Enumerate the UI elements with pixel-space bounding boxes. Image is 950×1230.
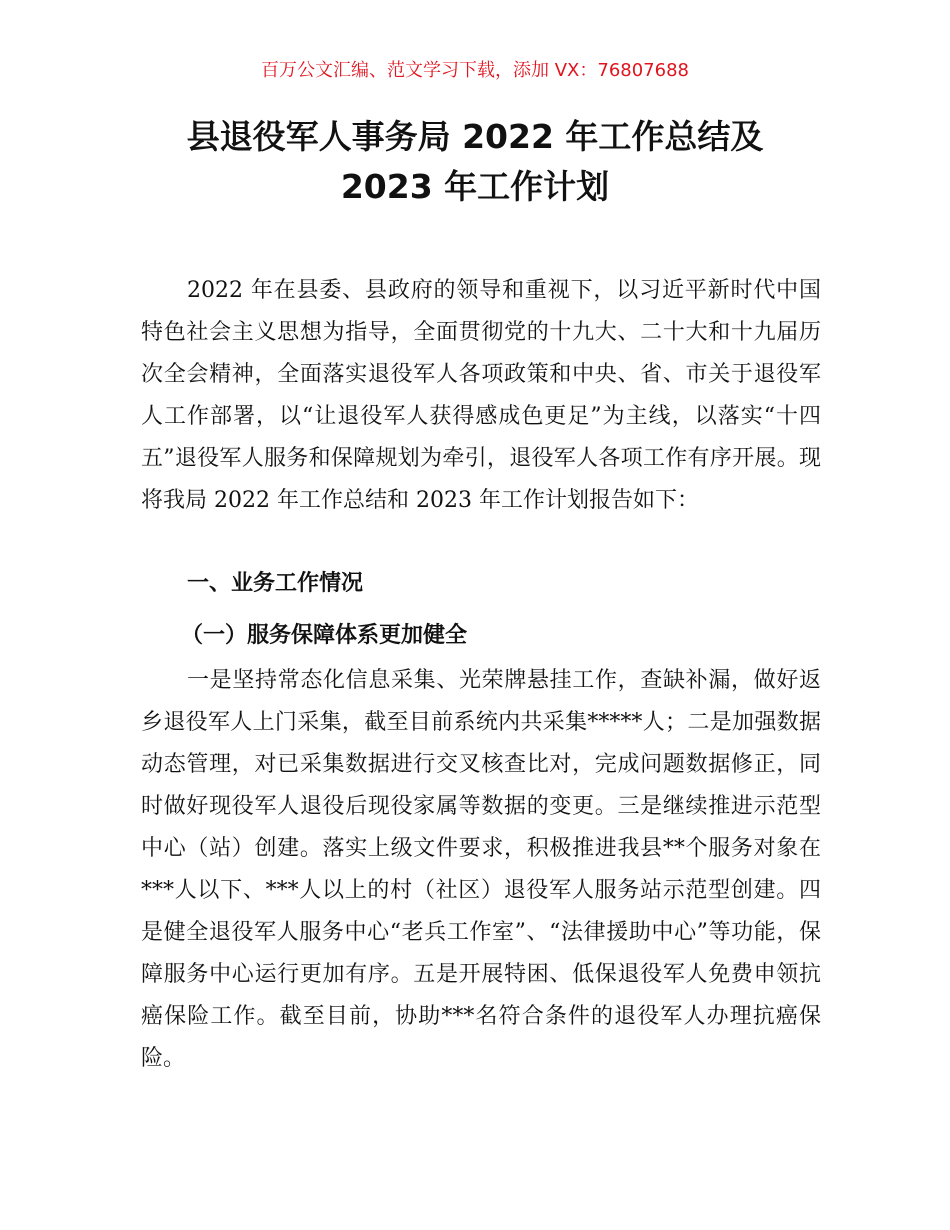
watermark-banner: 百万公文汇编、范文学习下载，添加 VX：76807688 [261, 60, 689, 81]
intro-paragraph: 2022 年在县委、县政府的领导和重视下，以习近平新时代中国特色社会主义思想为指导，全面贯彻党的十九大、二十大和十九届历次全会精神，全面落实退役军人各项政策和中央、省、市关于退役军人工作部署，以“让退役军人获得感成色更足”为主线，以落实“十四五”退役军人服务和保障规划为牵引，退役军人各项工作有序开展。现将我局 2022 年工作总结和 2023 年工作计划报告如下： [141, 278, 821, 513]
section-heading: 一、业务工作情况 [187, 571, 364, 596]
subsection-heading: （一）服务保障体系更加健全 [181, 623, 468, 648]
title-line-1: 县退役军人事务局 2022 年工作总结及 [186, 117, 764, 156]
title-line-2: 2023 年工作计划 [340, 167, 610, 206]
subsection-paragraph: 一是坚持常态化信息采集、光荣牌悬挂工作，查缺补漏，做好返乡退役军人上门采集，截至目前系统内共采集*****人；二是加强数据动态管理，对已采集数据进行交叉核查比对，完成问题数据修正，同时做好现役军人退役后现役家属等数据的变更。三是继续推进示范型中心（站）创建。落实上级文件要求，积极推进我县**个服务对象在***人以下、***人以上的村（社区）退役军人服务站示范型创建。四是健全退役军人服务中心“老兵工作室”、“法律援助中心”等功能，保障服务中心运行更加有序。五是开展特困、低保退役军人免费申领抗癌保险工作。截至目前，协助***名符合条件的退役军人办理抗癌保险。 [141, 668, 821, 1071]
document-title [0, 112, 950, 212]
